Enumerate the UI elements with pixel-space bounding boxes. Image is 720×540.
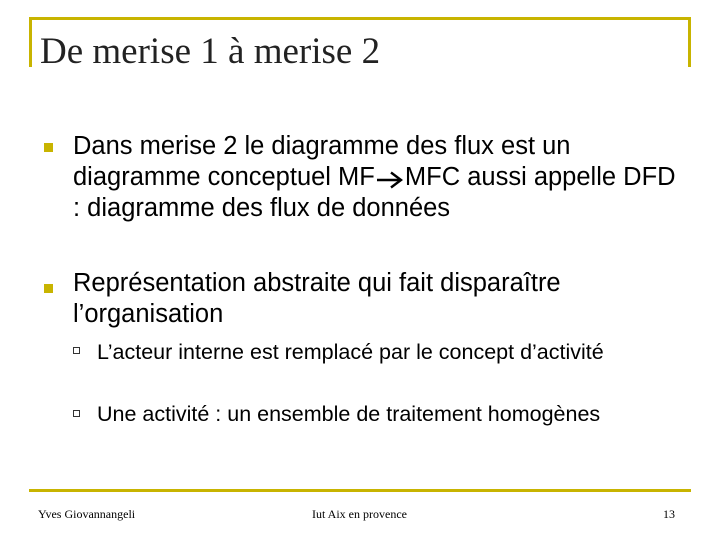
page-number: 13 [663, 507, 675, 521]
slide-title: De merise 1 à merise 2 [40, 31, 381, 72]
title-frame-top-line [29, 17, 691, 20]
footer-institution: Iut Aix en provence [312, 507, 407, 521]
footer-author: Yves Giovannangeli [38, 507, 136, 521]
hollow-square-bullet-icon [73, 347, 80, 354]
hollow-square-bullet-icon [73, 410, 80, 417]
sub-bullet-1-text: L’acteur interne est remplacé par le concept d’activité [97, 340, 604, 364]
right-arrow-icon [376, 171, 404, 189]
sub-bullet-2-text: Une activité : un ensemble de traitement homogènes [97, 402, 601, 426]
title-frame-left-line [29, 17, 32, 67]
bullet-1-text [73, 131, 683, 224]
title-frame-right-line [688, 17, 691, 67]
square-bullet-icon [44, 143, 53, 152]
bullet-2-text: Représentation abstraite qui fait disparaître l’organisation [73, 269, 561, 328]
bullet-1-part-1: Dans merise 2 le diagramme des flux est un diagramme conceptuel MF [73, 132, 571, 191]
bullet-1-part-2: MFC aussi appelle DFD : diagramme des flux de données [73, 163, 676, 222]
square-bullet-icon [44, 284, 53, 293]
footer-line [29, 489, 691, 492]
